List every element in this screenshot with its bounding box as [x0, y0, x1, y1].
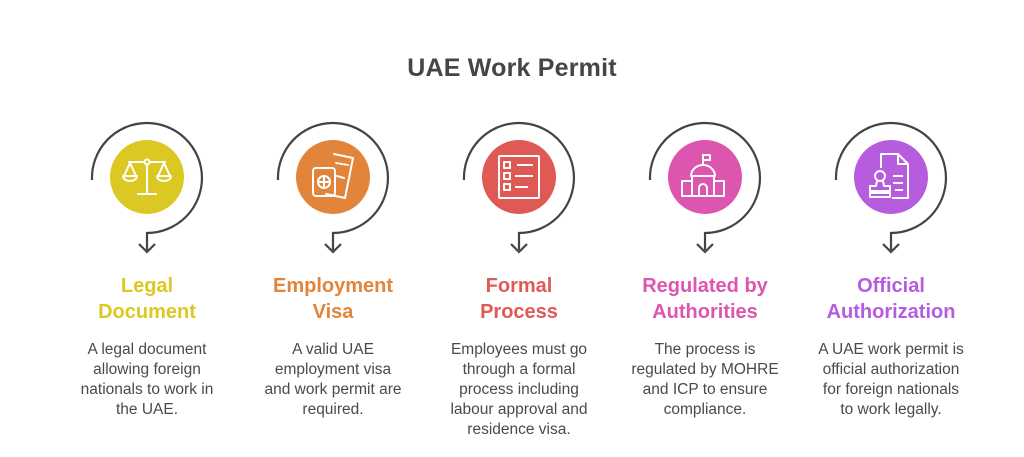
step-heading: Regulated by Authorities — [642, 275, 768, 323]
cycle-arrow-graphic — [796, 118, 986, 263]
cycle-arrow-graphic — [424, 118, 614, 263]
step-description: The process is regulated by MOHRE and ICP to ensure compliance. — [631, 341, 779, 418]
step-description: A valid UAE employment visa and work permit are required. — [264, 341, 402, 418]
step-heading: Legal Document — [98, 275, 196, 323]
step-heading: Employment Visa — [272, 275, 394, 323]
cycle-arrow-graphic — [610, 118, 800, 263]
diagram-title: UAE Work Permit — [407, 54, 617, 82]
icon-circle — [296, 140, 370, 214]
step-description: A UAE work permit is official authorization for foreign nationals to work legally. — [818, 341, 964, 418]
step-heading: Formal Process — [480, 275, 558, 323]
cycle-arrow-graphic — [238, 118, 428, 263]
icon-circle — [854, 140, 928, 214]
step-heading: Official Authorization — [826, 275, 956, 323]
step-description: Employees must go through a formal process including labour approval and residence visa. — [450, 341, 588, 438]
cycle-arrow-graphic — [52, 118, 242, 263]
step-description: A legal document allowing foreign nationals to work in the UAE. — [80, 341, 214, 418]
